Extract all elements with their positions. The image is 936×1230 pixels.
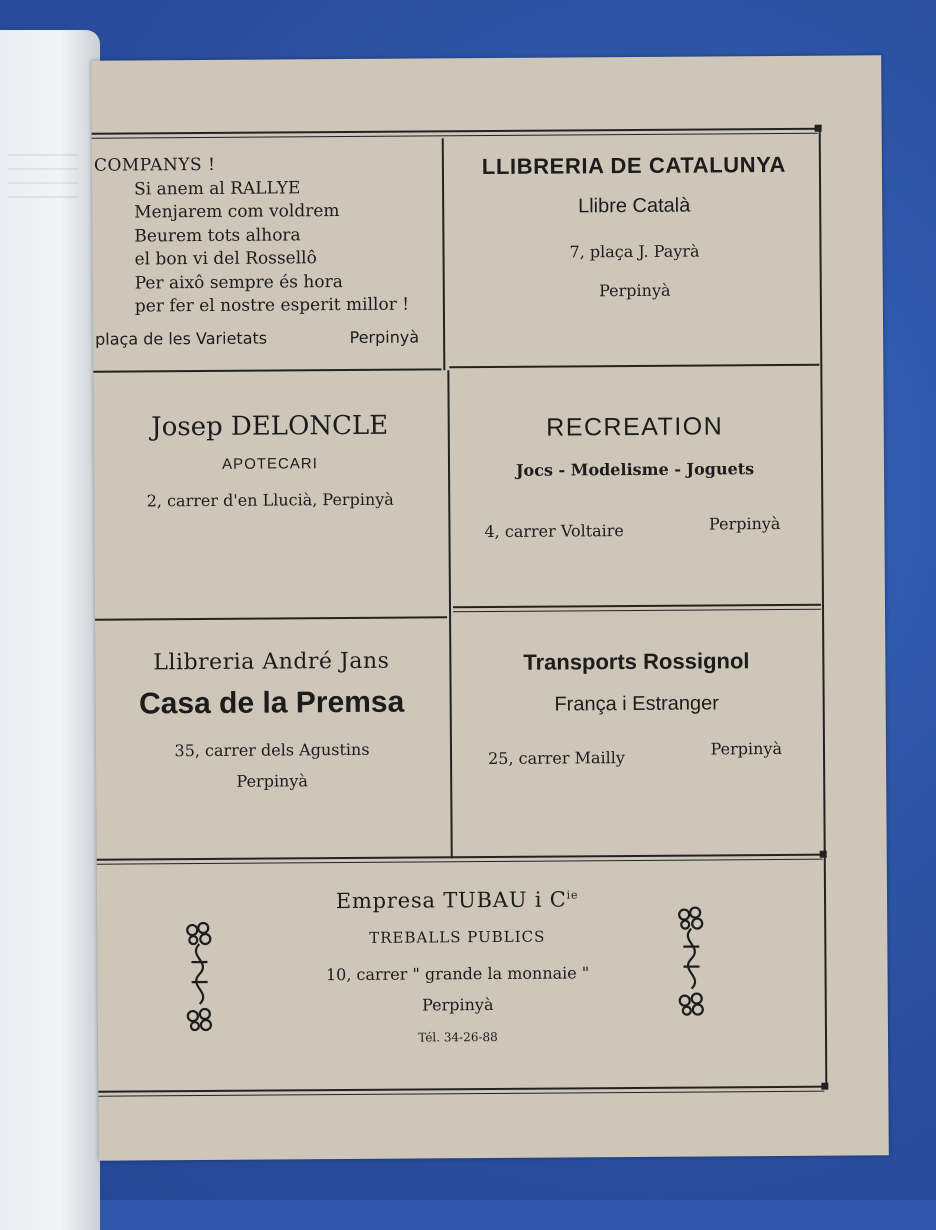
ad-phone: Tél. 34-26-88 — [418, 1029, 498, 1045]
top-rule — [92, 128, 818, 135]
ad-city: Perpinyà — [236, 771, 308, 791]
poem-line: per fer el nostre esperit millor ! — [134, 294, 410, 317]
poem-line: Menjarem com voldrem — [134, 201, 340, 223]
ad-tubau — [207, 886, 708, 1045]
poem-address: plaça de les Varietats — [95, 328, 268, 349]
ad-title: RECREATION — [546, 412, 724, 442]
corner-dot — [820, 851, 827, 858]
ad-address: 35, carrer dels Agustins — [174, 739, 370, 761]
ad-address-row — [450, 513, 820, 542]
ad-llibreria-catalunya — [448, 152, 821, 302]
ad-title: Josep DELONCLE — [151, 410, 389, 443]
ad-address-row — [452, 738, 822, 769]
ad-address: 4, carrer Voltaire — [484, 521, 624, 542]
ad-title: Casa de la Premsa — [138, 685, 405, 721]
ad-city: Perpinyà — [422, 994, 494, 1015]
corner-dot — [821, 1083, 828, 1090]
divider-h2-left — [95, 616, 447, 620]
flourish-ornament-left-icon — [181, 922, 218, 1032]
ad-title: Empresa TUBAU i C — [335, 887, 567, 914]
poem-city: Perpinyà — [349, 326, 420, 347]
ad-address: 2, carrer d'en Llucià, Perpinyà — [146, 489, 394, 511]
poem-footer — [95, 325, 425, 351]
ad-tagline: TREBALLS PUBLICS — [369, 927, 546, 947]
ad-profession: APOTECARI — [222, 455, 318, 473]
ad-tagline: Jocs - Modelisme - Joguets — [515, 459, 755, 480]
ad-tagline: França i Estranger — [554, 692, 719, 716]
ad-title: Transports Rossignol — [523, 648, 750, 675]
ad-title: LLIBRERIA DE CATALUNYA — [481, 151, 787, 180]
poem-line: Si anem al RALLYE — [133, 177, 301, 199]
ad-title-row — [207, 886, 707, 913]
divider-v1 — [442, 138, 446, 370]
ad-address: 25, carrer Mailly — [487, 748, 625, 769]
faint-bleedthrough — [8, 150, 78, 210]
divider-h1-right — [449, 364, 819, 369]
divider-h2-right — [453, 604, 821, 609]
ad-city: Perpinyà — [708, 513, 781, 534]
poem-line: Per aixô sempre és hora — [134, 271, 343, 293]
ad-city: Perpinyà — [599, 280, 671, 301]
flourish-ornament-right-icon — [673, 906, 710, 1016]
divider-h1-left — [93, 368, 441, 372]
ad-address: 10, carrer " grande la monnaie " — [325, 963, 590, 985]
ad-tagline: Llibre Català — [577, 194, 691, 218]
poem-line: el bon vi del Rossellô — [134, 248, 317, 270]
ad-recreation — [450, 412, 821, 542]
poem-line: Beurem tots alhora — [134, 224, 301, 246]
ad-rossignol — [451, 648, 822, 769]
poem-heading: COMPANYS ! — [93, 154, 216, 176]
ad-casa-premsa — [95, 648, 448, 791]
ad-address: 7, plaça J. Payrà — [569, 241, 700, 262]
bottom-rule — [98, 1086, 824, 1093]
ad-city: Perpinyà — [710, 738, 783, 759]
ad-title-superscript: ie — [566, 888, 579, 902]
ad-grid — [92, 128, 827, 1099]
facing-page-edge — [0, 30, 100, 1230]
ad-page — [91, 55, 889, 1160]
ad-poem — [94, 152, 425, 350]
divider-h3 — [97, 854, 823, 861]
ad-deloncle — [94, 410, 447, 510]
ad-subtitle: Llibreria André Jans — [153, 648, 390, 676]
